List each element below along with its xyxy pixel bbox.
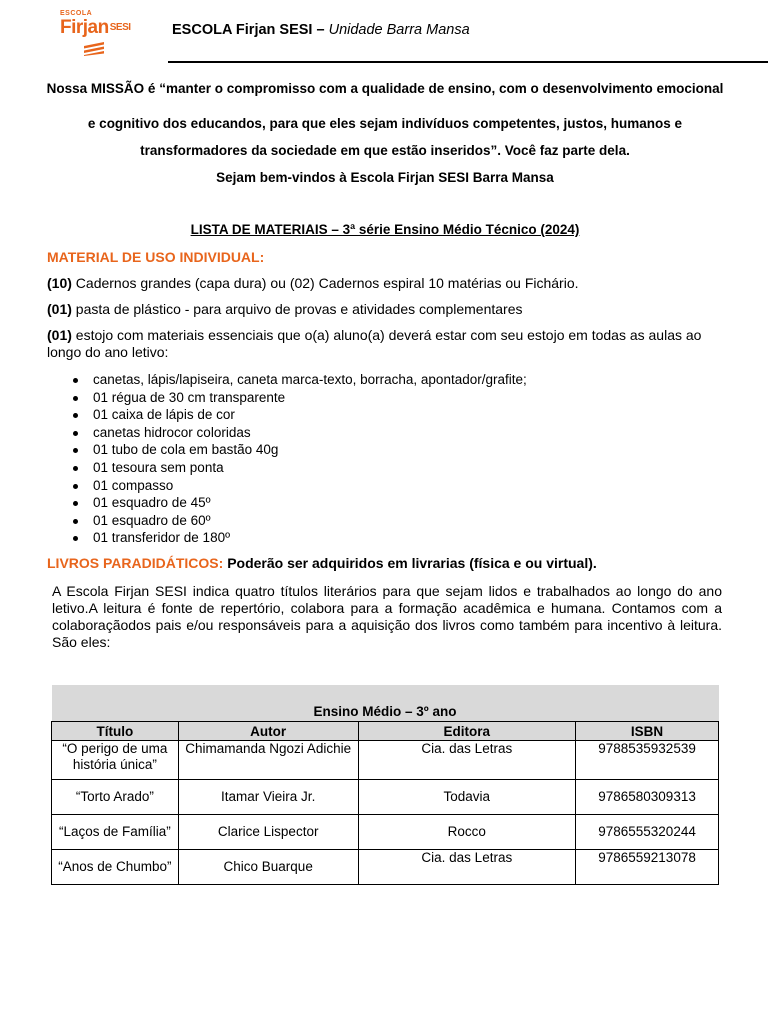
material-text: estojo com materiais essenciais que o(a) aluno(a) deverá estar com seu estojo em todas as aulas ao longo do ano letivo: [47,327,702,360]
estojo-item [71,459,527,477]
estojo-item [71,494,527,512]
book-publisher: Todavia [358,780,576,815]
book-isbn: 9788535932539 [576,741,719,780]
book-author: Chico Buarque [178,850,358,885]
school-title [172,22,470,38]
bullet-icon [73,413,78,418]
column-header-titulo: Título [52,722,179,741]
material-item [47,327,727,361]
bullet-icon [73,466,78,471]
logo-sesi: SESI [109,22,131,33]
table-row [52,850,719,885]
estojo-item [71,371,527,389]
table-caption: Ensino Médio – 3º ano [52,685,719,722]
mission-line-1: Nossa MISSÃO é “manter o compromisso com a qualidade de ensino, com o desenvolvimento emocional [46,81,724,96]
book-publisher: Cia. das Letras [358,741,576,780]
estojo-item-text: 01 transferidor de 180º [93,530,231,546]
book-publisher: Cia. das Letras [358,850,576,885]
paradidaticos-intro: A Escola Firjan SESI indica quatro títulos literários para que sejam lidos e trabalhados ao longo do ano letivo.A leitura é fonte de repertório, colabora para a formação acadêmica e humana. Contamos com a colaboraçãodos pais e/ou responsáveis para a aquisição dos livros como também para incentivo à leitura. São eles: [52,583,722,650]
book-title: “Anos de Chumbo” [52,850,179,885]
paradidaticos-heading [47,555,597,571]
estojo-item-text: 01 esquadro de 60º [93,512,211,528]
welcome-text: Sejam bem-vindos à Escola Firjan SESI Barra Mansa [216,170,554,185]
estojo-item-text: 01 esquadro de 45º [93,495,211,511]
estojo-item [71,441,527,459]
table-caption-row [52,685,719,722]
mission-line-2: e cognitivo dos educandos, para que eles sejam indivíduos competentes, justos, humanos e [87,116,683,131]
material-text: Cadernos grandes (capa dura) ou (02) Cadernos espiral 10 matérias ou Fichário. [71,275,579,291]
logo-stripes-icon [82,42,106,56]
book-isbn: 9786555320244 [576,815,719,850]
estojo-item [71,512,527,530]
estojo-item-text: 01 tubo de cola em bastão 40g [93,442,279,458]
material-text: pasta de plástico - para arquivo de provas e atividades complementares [71,301,523,317]
estojo-item [71,529,527,547]
bullet-icon [73,378,78,383]
material-qty: (01) [47,301,72,317]
books-table [51,685,719,885]
estojo-item-text: canetas hidrocor coloridas [93,424,251,440]
book-author: Chimamanda Ngozi Adichie [178,741,358,780]
logo-small-text: ESCOLA [60,10,93,17]
estojo-item [71,389,527,407]
column-header-isbn: ISBN [576,722,719,741]
bullet-icon [73,501,78,506]
paradidaticos-subtitle: Poderão ser adquiridos em livrarias (física e ou virtual). [227,555,597,571]
table-header-row [52,722,719,741]
book-title: “O perigo de uma história única” [52,741,179,780]
estojo-list [71,371,527,547]
book-title: “Torto Arado” [52,780,179,815]
material-qty: (10) [47,275,72,291]
bullet-icon [73,448,78,453]
column-header-editora: Editora [358,722,576,741]
book-title: “Laços de Família” [52,815,179,850]
school-name: ESCOLA Firjan SESI – [172,22,325,38]
table-row [52,780,719,815]
estojo-item-text: 01 tesoura sem ponta [93,459,224,475]
logo-firjan: Firjan [60,17,109,38]
estojo-item-text: 01 régua de 30 cm transparente [93,389,286,405]
estojo-item [71,477,527,495]
book-author: Clarice Lispector [178,815,358,850]
material-item [47,275,727,292]
book-publisher: Rocco [358,815,576,850]
column-header-autor: Autor [178,722,358,741]
material-qty: (01) [47,327,72,343]
paradidaticos-title: LIVROS PARADIDÁTICOS: [47,555,224,571]
bullet-icon [73,396,78,401]
school-unit: Unidade Barra Mansa [328,22,470,38]
header-divider [168,61,768,63]
book-isbn: 9786559213078 [576,850,719,885]
book-isbn: 9786580309313 [576,780,719,815]
list-title: LISTA DE MATERIAIS – 3ª série Ensino Médio Técnico (2024) [190,222,580,237]
individual-material-heading: MATERIAL DE USO INDIVIDUAL: [47,249,265,265]
bullet-icon [73,484,78,489]
table-row [52,741,719,780]
bullet-icon [73,431,78,436]
estojo-item-text: 01 compasso [93,477,174,493]
mission-line-3: transformadores da sociedade em que estão inseridos”. Você faz parte dela. [140,143,630,158]
book-author: Itamar Vieira Jr. [178,780,358,815]
bullet-icon [73,519,78,524]
table-row [52,815,719,850]
logo-name [60,18,132,38]
estojo-item-text: canetas, lápis/lapiseira, caneta marca-texto, borracha, apontador/grafite; [93,372,527,387]
estojo-item [71,424,527,442]
estojo-item-text: 01 caixa de lápis de cor [93,407,235,423]
bullet-icon [73,536,78,541]
material-item [47,301,727,318]
estojo-item [71,406,527,424]
